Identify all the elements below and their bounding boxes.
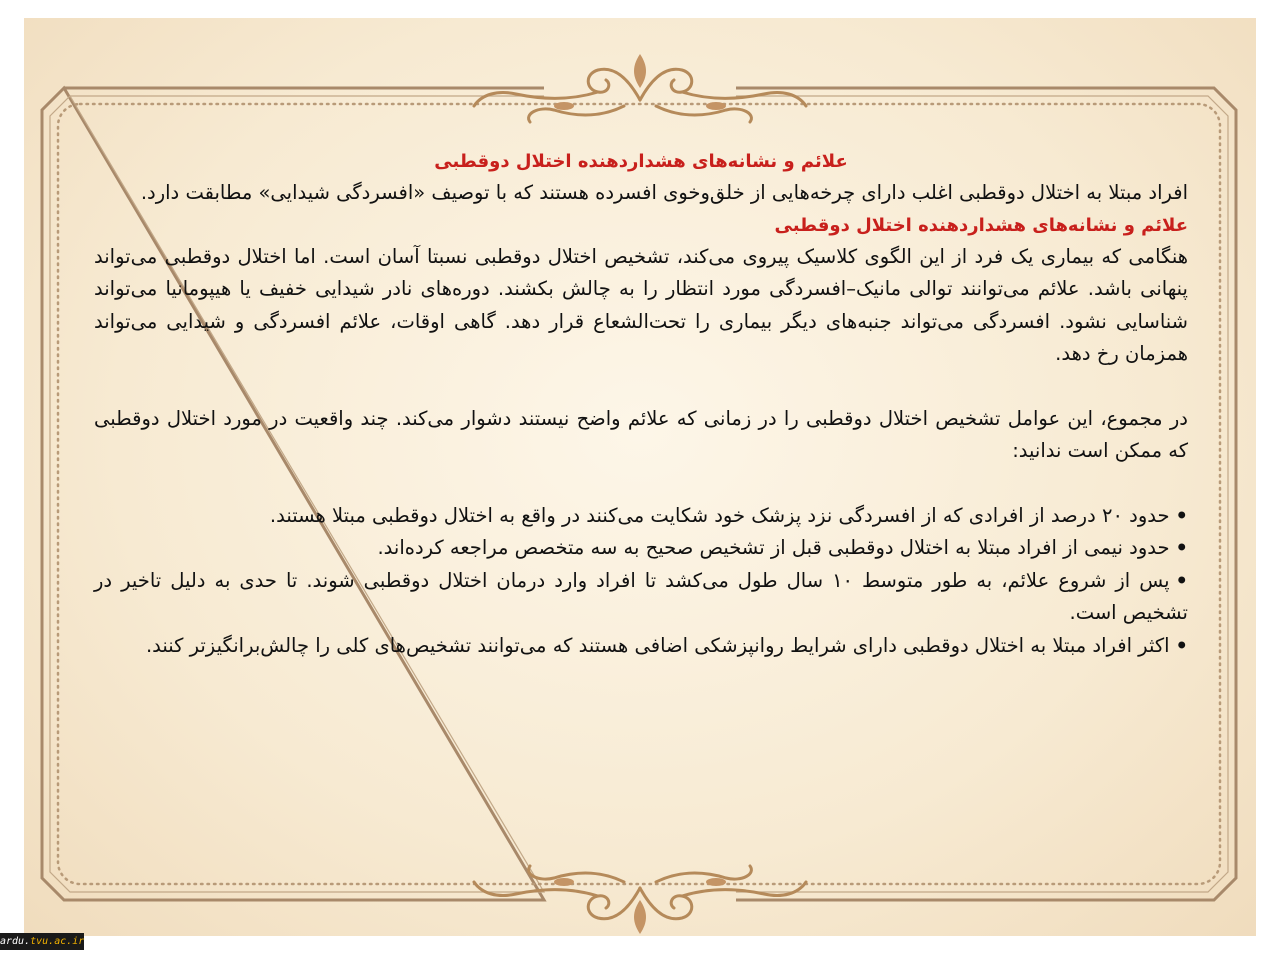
bullet-item — [94, 630, 1188, 663]
bullet-text: پس از شروع علائم، به طور متوسط ۱۰ سال طول می‌کشد تا افراد وارد درمان اختلال دوقطبی شوند. تا حدی به دلیل تاخیر در تشخیص است. — [94, 568, 1188, 624]
slide-body — [94, 146, 1188, 836]
slide — [24, 18, 1256, 936]
source-watermark — [0, 933, 84, 950]
bullet-item — [94, 500, 1188, 533]
bullet-item — [94, 565, 1188, 630]
bullet-text: حدود ۲۰ درصد از افرادی که از افسردگی نزد پزشک خود شکایت می‌کنند در واقع به اختلال دوقطبی مبتلا هستند. — [269, 503, 1170, 527]
bottom-ornament-fill — [554, 878, 726, 934]
spacer — [94, 468, 1188, 500]
bullet-item — [94, 532, 1188, 565]
bullet-icon: • — [1175, 633, 1188, 657]
bullet-icon: • — [1175, 503, 1188, 527]
spacer — [94, 371, 1188, 403]
section-heading-1: علائم و نشانه‌های هشداردهنده اختلال دوقطبی — [434, 151, 848, 172]
bullet-icon: • — [1175, 568, 1188, 592]
summary-paragraph: در مجموع، این عوامل تشخیص اختلال دوقطبی را در زمانی که علائم واضح نیستند دشوار می‌کند. چند واقعیت در مورد اختلال دوقطبی که ممکن است ندانید: — [94, 406, 1188, 462]
section-heading-2: علائم و نشانه‌های هشداردهنده اختلال دوقطبی — [774, 214, 1188, 236]
bullet-icon: • — [1175, 536, 1188, 559]
intro-paragraph: افراد مبتلا به اختلال دوقطبی اغلب دارای چرخه‌هایی از خلق‌وخوی افسرده هستند که با توصیف «افسردگی شیدایی» مطابقت دارد. — [140, 181, 1188, 204]
bullet-text: حدود نیمی از افراد مبتلا به اختلال دوقطبی قبل از تشخیص صحیح به سه متخصص مراجعه کرده‌اند. — [377, 536, 1170, 559]
top-ornament-fill — [554, 54, 726, 110]
watermark-prefix: ardu. — [0, 936, 31, 947]
watermark-domain: tvu.ac.ir — [30, 936, 85, 947]
diagnosis-paragraph: هنگامی که بیماری یک فرد از این الگوی کلاسیک پیروی می‌کند، تشخیص اختلال دوقطبی نسبتا آسان است. اما اختلال دوقطبی می‌تواند پنهانی باشد. علائم می‌توانند توالی مانیک–افسردگی مورد انتظار را به چالش بکشند. دوره‌های نادر شیدایی خفیف یا هیپومانیا می‌تواند شناسایی نشود. افسردگی می‌تواند جنبه‌های دیگر بیماری را تحت‌الشعاع قرار دهد. گاهی اوقات، علائم افسردگی و شیدایی می‌تواند همزمان رخ دهد. — [94, 244, 1188, 365]
bullet-text: اکثر افراد مبتلا به اختلال دوقطبی دارای شرایط روانپزشکی اضافی هستند که می‌توانند تشخیص‌های کلی را چالش‌برانگیزتر کنند. — [145, 633, 1170, 657]
